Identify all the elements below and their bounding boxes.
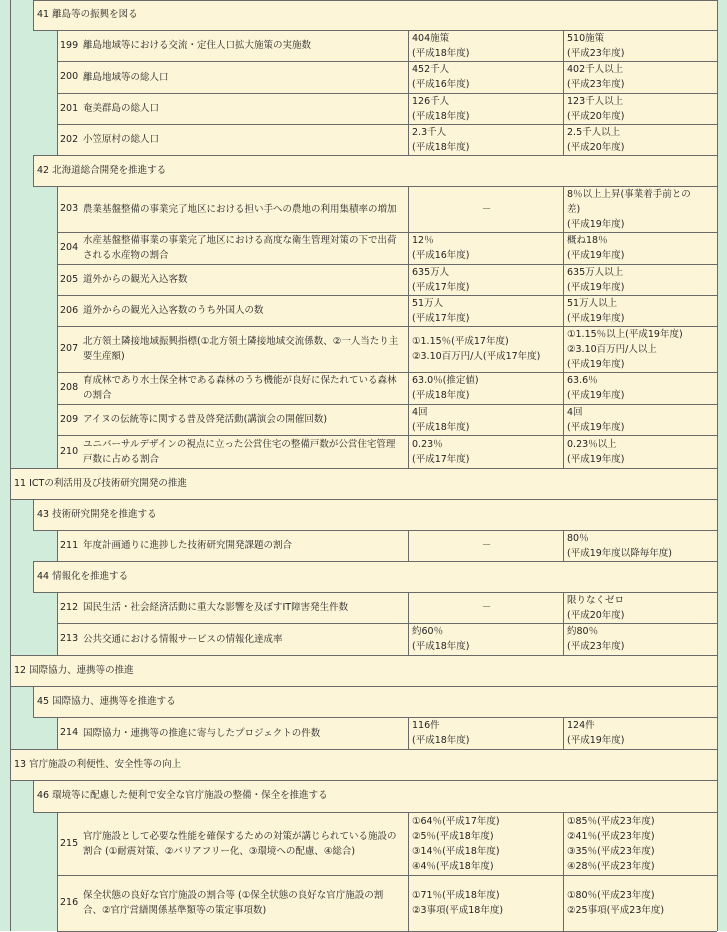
current-value-line: ②3事項(平成18年度) [412, 905, 504, 916]
row-number: 200 [60, 71, 79, 82]
target-value [567, 265, 715, 295]
row-number: 209 [60, 413, 79, 425]
target-value [567, 31, 715, 61]
current-value [412, 94, 561, 124]
target-value-line: 80％ [567, 532, 589, 544]
indicator-description: 国民生活・社会経済活動に重大な影響を及ぼすIT障害発生件数 [83, 602, 349, 613]
current-value [412, 233, 561, 263]
current-value-line: ③14％(平成18年度) [412, 845, 500, 857]
current-value-line: (平成17年度) [412, 312, 470, 324]
current-value-line: 51万人 [412, 297, 444, 309]
indicator-description: 農業基盤整備の事業完了地区における担い手への農地の利用集積率の増加 [83, 203, 397, 215]
current-value [412, 405, 561, 435]
indicator-description: 奄美群島の総人口 [83, 103, 160, 114]
current-value-line: － [481, 602, 492, 613]
indicator-description: 道外からの観光入込客数 [83, 274, 188, 285]
target-value-line: ②25事項(平成23年度) [567, 905, 665, 916]
subsection-header: 42 北海道総合開発を推進する [37, 164, 167, 176]
current-value [412, 538, 561, 553]
target-value [567, 888, 715, 918]
target-value-line: (平成23年度) [567, 79, 625, 90]
target-value-line: (平成20年度) [567, 609, 625, 621]
target-value [567, 94, 715, 124]
target-value-line: (平成19年度) [567, 218, 625, 230]
target-value [567, 405, 715, 435]
target-value-line: (平成19年度) [567, 421, 625, 433]
current-value-line: ②5％(平成18年度) [412, 830, 494, 842]
current-value [412, 125, 561, 155]
target-value-line: 2.5千人以上 [567, 126, 621, 138]
current-value-line: ①64％(平成17年度) [412, 815, 500, 827]
target-value-line: 差) [567, 203, 581, 215]
target-value-line: 402千人以上 [567, 64, 624, 75]
row-number: 206 [60, 304, 79, 316]
subsection-header: 43 技術研究開発を推進する [37, 508, 157, 520]
target-value-line: 0.23％以上 [567, 438, 617, 450]
target-value-line: (平成19年度) [567, 250, 625, 261]
target-value-line: 約80％ [567, 626, 599, 637]
current-value-line: 635万人 [412, 266, 450, 278]
row-number: 212 [60, 601, 79, 613]
current-value [412, 334, 561, 364]
current-value [412, 437, 561, 467]
target-value-line: (平成19年度) [567, 281, 625, 293]
indicator-description: 北方領土隣接地域振興指標(①北方領土隣接地域交流係数、②一人当たり主要生産額) [83, 336, 399, 362]
current-value [412, 718, 561, 748]
subsection-header: 46 環境等に配慮した便利で安全な官庁施設の整備・保全を推進する [37, 790, 328, 801]
indicator-description: 官庁施設として必要な性能を確保するための対策が講じられている施設の割合 (①耐震対策、②バリアフリー化、③環境への配慮、④総合) [83, 830, 397, 857]
row-number: 214 [60, 727, 79, 738]
target-value [567, 437, 715, 467]
current-value [412, 600, 561, 615]
row-number: 202 [60, 133, 79, 145]
current-value-line: (平成16年度) [412, 250, 470, 261]
target-value-line: 概ね18％ [567, 235, 608, 246]
indicator-description: アイヌの伝統等に関する普及啓発活動(講演会の開催回数) [83, 414, 328, 425]
target-value-line: 51万人以上 [567, 297, 618, 309]
row-number: 213 [60, 633, 79, 644]
current-value [412, 62, 561, 92]
indicator-description: 離島地域等における交流・定住人口拡大施策の実施数 [83, 40, 312, 51]
target-value-line: (平成19年度) [567, 358, 625, 370]
target-value-line: 124件 [567, 720, 595, 731]
target-value-line: ②3.10百万円/人以上 [567, 343, 657, 355]
indicator-description: 公共交通における情報サービスの情報化達成率 [83, 633, 283, 645]
current-value-line: 4回 [412, 406, 428, 418]
indicator-description: 離島地域等の総人口 [83, 71, 169, 83]
current-value [412, 373, 561, 403]
target-value-line: (平成19年度) [567, 453, 625, 465]
target-value-line: (平成20年度) [567, 141, 625, 153]
current-value-line: (平成18年度) [412, 641, 470, 652]
target-value [567, 125, 715, 155]
current-value-line: 452千人 [412, 64, 450, 75]
target-value [567, 593, 715, 623]
current-value [412, 202, 561, 217]
target-value-line: (平成20年度) [567, 110, 625, 122]
current-value [412, 624, 561, 654]
indicator-description: 道外からの観光入込客数のうち外国人の数 [83, 305, 264, 316]
row-number: 210 [60, 445, 79, 457]
current-value-line: 2.3千人 [412, 126, 447, 138]
subsection-header: 45 国際協力、連携等を推進する [37, 695, 176, 707]
current-value-line: (平成18年度) [412, 141, 470, 153]
target-value-line: (平成19年度) [567, 312, 625, 324]
target-value-line: 4回 [567, 406, 583, 418]
row-number: 199 [60, 39, 79, 51]
current-value-line: (平成16年度) [412, 79, 470, 90]
current-value [412, 265, 561, 295]
subsection-header: 44 情報化を推進する [37, 570, 129, 582]
section-header: 13 官庁施設の利便性、安全性等の向上 [14, 758, 182, 770]
target-value [567, 296, 715, 326]
target-value-line: 8％以上上昇(事業着手前との [567, 188, 691, 200]
target-value-line: 635万人以上 [567, 266, 624, 278]
target-value [567, 814, 715, 874]
target-value [567, 624, 715, 654]
current-value-line: 116件 [412, 720, 440, 731]
row-number: 211 [60, 539, 79, 551]
current-value-line: ②3.10百万円/人(平成17年度) [412, 351, 541, 362]
current-value-line: ④4％(平成18年度) [412, 860, 494, 872]
current-value-line: 63.0％(推定値) [412, 375, 479, 386]
current-value-line: (平成18年度) [412, 110, 470, 122]
current-value [412, 296, 561, 326]
target-value-line: (平成19年度) [567, 735, 625, 746]
current-value-line: ①1.15％(平成17年度) [412, 336, 509, 347]
current-value-line: (平成17年度) [412, 281, 470, 293]
section-header: 12 国際協力、連携等の推進 [14, 664, 134, 676]
target-value-line: ①85％(平成23年度) [567, 815, 655, 827]
target-value-line: (平成19年度以降毎年度) [567, 547, 673, 559]
indicator-description: 水産基盤整備事業の事業完了地区における高度な衛生管理対策の下で出荷される水産物の割合 [83, 235, 397, 261]
target-value-line: (平成19年度) [567, 390, 625, 401]
target-value [567, 327, 715, 372]
current-value [412, 888, 561, 918]
current-value-line: 0.23％ [412, 438, 443, 450]
target-value-line: 123千人以上 [567, 95, 624, 107]
current-value-line: (平成18年度) [412, 390, 470, 401]
target-value-line: ③35％(平成23年度) [567, 845, 655, 857]
current-value-line: ①71％(平成18年度) [412, 890, 500, 901]
target-value [567, 718, 715, 748]
indicator-description: ユニバーサルデザインの視点に立った公営住宅の整備戸数が公営住宅管理戸数に占める割合 [83, 438, 396, 465]
current-value-line: (平成17年度) [412, 453, 470, 465]
row-number: 201 [60, 102, 79, 114]
target-value [567, 233, 715, 263]
target-value-line: (平成23年度) [567, 641, 625, 652]
row-number: 203 [60, 203, 79, 214]
indicator-description: 年度計画通りに進捗した技術研究開発課題の割合 [83, 540, 293, 551]
current-value [412, 814, 561, 874]
row-number: 204 [60, 242, 79, 253]
target-value-line: 限りなくゼロ [567, 594, 625, 606]
target-value-line: 510施策 [567, 32, 605, 44]
target-value [567, 373, 715, 403]
row-number: 215 [60, 837, 79, 849]
indicator-description: 国際協力・連携等の推進に寄与したプロジェクトの件数 [83, 727, 321, 739]
target-value-line: ①80％(平成23年度) [567, 890, 655, 901]
current-value-line: (平成18年度) [412, 735, 470, 746]
indicator-description: 小笠原村の総人口 [83, 134, 160, 145]
row-number: 207 [60, 343, 79, 354]
current-value-line: － [481, 203, 492, 215]
current-value [412, 31, 561, 61]
target-value [567, 62, 715, 92]
target-value-line: ④28％(平成23年度) [567, 860, 655, 872]
target-value-line: 63.6％ [567, 375, 598, 386]
indicator-description: 保全状態の良好な官庁施設の割合等 (①保全状態の良好な官庁施設の割合、②官庁営繕関係基準類等の策定事項数) [83, 890, 384, 916]
current-value-line: 12％ [412, 235, 434, 246]
current-value-line: (平成18年度) [412, 47, 470, 59]
row-number: 216 [60, 897, 79, 908]
target-value [567, 187, 715, 232]
subsection-header: 41 離島等の振興を図る [37, 9, 138, 20]
indicator-description: 育成林であり水土保全林である森林のうち機能が良好に保たれている森林の割合 [83, 375, 397, 401]
section-header: 11 ICTの利活用及び技術研究開発の推進 [14, 477, 187, 489]
target-value [567, 531, 715, 561]
current-value-line: (平成18年度) [412, 421, 470, 433]
row-number: 208 [60, 382, 79, 393]
current-value-line: － [481, 540, 492, 551]
target-value-line: ②41％(平成23年度) [567, 830, 655, 842]
current-value-line: 404施策 [412, 32, 450, 44]
target-value-line: ①1.15％以上(平成19年度) [567, 328, 683, 340]
current-value-line: 約60％ [412, 626, 444, 637]
target-value-line: (平成23年度) [567, 47, 625, 59]
current-value-line: 126千人 [412, 95, 450, 107]
row-number: 205 [60, 273, 79, 285]
